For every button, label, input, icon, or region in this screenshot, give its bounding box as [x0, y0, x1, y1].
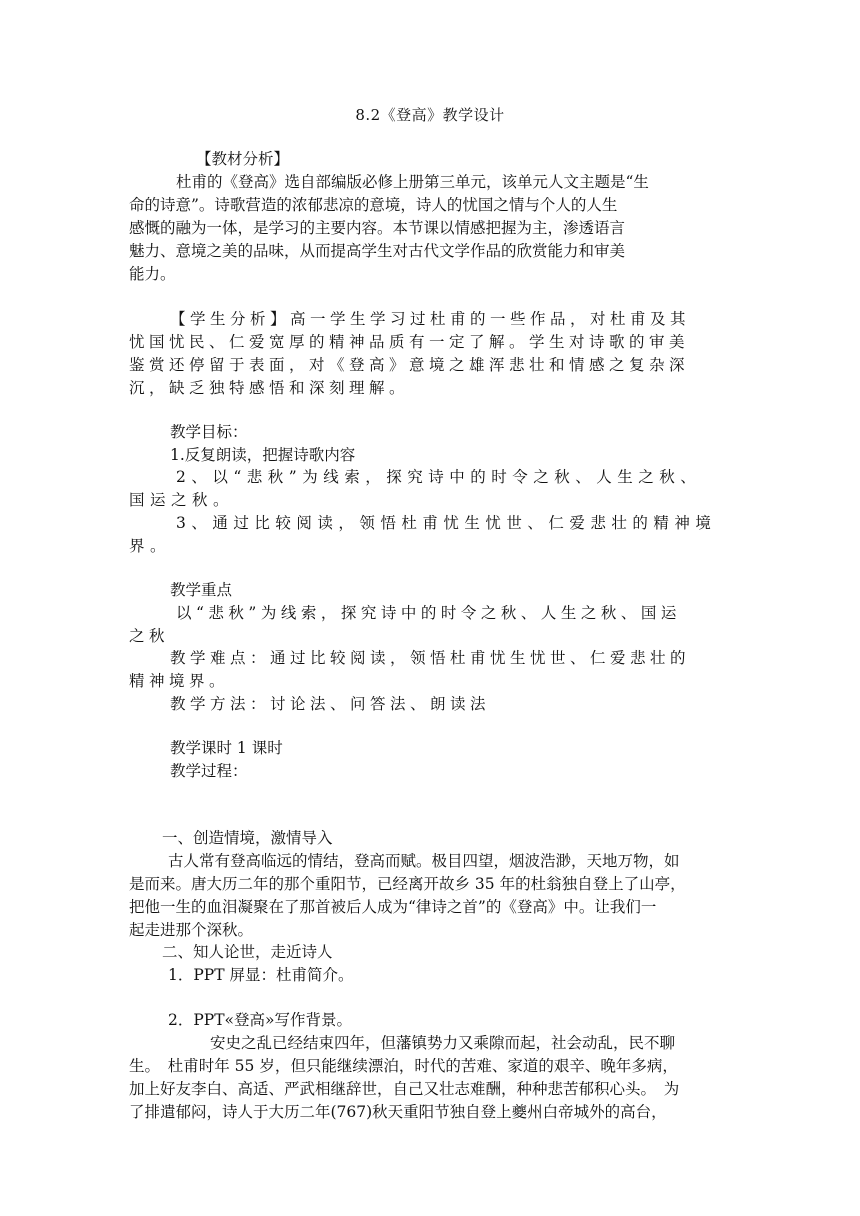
goal-item: 界。 [129, 537, 172, 555]
textbook-analysis-line: 能力。 [129, 265, 176, 283]
process-heading: 教学过程： [170, 762, 248, 780]
section1-line: 是而来。唐大历二年的那个重阳节，已经离开故乡 35 年的杜翁独自登上了山亭， [129, 875, 686, 893]
difficulties-line: 教学难点：通过比较阅读，领悟杜甫忧生忧世、仁爱悲壮的 [170, 649, 691, 667]
section1-line: 把他一生的血泪凝聚在了那首被后人成为“律诗之首”的《登高》中。让我们一 [129, 898, 657, 916]
section2-line: 了排遣郁闷，诗人于大历二年(767)秋天重阳节独自登上夔州白帝城外的高台， [129, 1103, 667, 1121]
textbook-analysis-line: 魅力、意境之美的品味，从而提高学生对古代文学作品的欣赏能力和审美 [129, 242, 626, 260]
key-points-heading: 教学重点 [170, 581, 233, 599]
methods-line: 教学方法：讨论法、问答法、朗读法 [170, 695, 491, 713]
section2-item: 1．PPT 屏显：杜甫简介。 [168, 966, 354, 984]
goal-item: 1.反复朗读，把握诗歌内容 [170, 446, 356, 464]
textbook-analysis-line: 感慨的融为一体，是学习的主要内容。本节课以情感把握为主，渗透语言 [129, 219, 626, 237]
student-analysis-line: 【学生分析】高一学生学习过杜甫的一些作品，对杜甫及其 [170, 310, 691, 328]
goal-item: 2、以“悲秋”为线索，探究诗中的时令之秋、人生之秋、 [176, 468, 702, 486]
section1-line: 起走进那个深秋。 [129, 921, 254, 939]
student-analysis-line: 沉，缺乏独特感悟和深刻理解。 [129, 379, 410, 397]
student-analysis-line: 忧国忧民、仁爱宽厚的精神品质有一定了解。学生对诗歌的审美 [129, 333, 690, 351]
goal-item: 3、通过比较阅读，领悟杜甫忧生忧世、仁爱悲壮的精神境 [176, 514, 717, 532]
section2-line: 生。 杜甫时年 55 岁，但只能继续漂泊，时代的苦难、家道的艰辛、晚年多病， [129, 1057, 678, 1075]
section2-line: 加上好友李白、高适、严武相继辞世，自己又壮志难酬，种种悲苦郁积心头。 为 [129, 1080, 680, 1098]
goal-item: 国运之秋。 [129, 491, 235, 509]
section2-heading: 二、知人论世，走近诗人 [162, 943, 333, 961]
hours-line: 教学课时 1 课时 [170, 739, 283, 757]
student-analysis-line: 鉴赏还停留于表面，对《登高》意境之雄浑悲壮和情感之复杂深 [129, 356, 690, 374]
goals-heading: 教学目标： [170, 423, 248, 441]
difficulties-line: 精神境界。 [129, 672, 230, 690]
key-points-line: 之秋 [129, 627, 170, 645]
document-title: 8.2《登高》教学设计 [355, 106, 505, 124]
textbook-analysis-line: 杜甫的《登高》选自部编版必修上册第三单元，该单元人文主题是“生 [176, 173, 649, 191]
section1-heading: 一、创造情境，激情导入 [162, 829, 333, 847]
section1-line: 古人常有登高临远的情结，登高而赋。极目四望，烟波浩渺，天地万物，如 [168, 852, 680, 870]
textbook-analysis-heading: 【教材分析】 [196, 150, 290, 168]
key-points-line: 以“悲秋”为线索，探究诗中的时令之秋、人生之秋、国运 [176, 604, 681, 622]
section2-item: 2．PPT«登高»写作背景。 [168, 1011, 353, 1029]
textbook-analysis-line: 命的诗意”。诗歌营造的浓郁悲凉的意境，诗人的忧国之情与个人的人生 [129, 196, 618, 214]
section2-line: 安史之乱已经结束四年，但藩镇势力又乘隙而起，社会动乱，民不聊 [210, 1034, 676, 1052]
